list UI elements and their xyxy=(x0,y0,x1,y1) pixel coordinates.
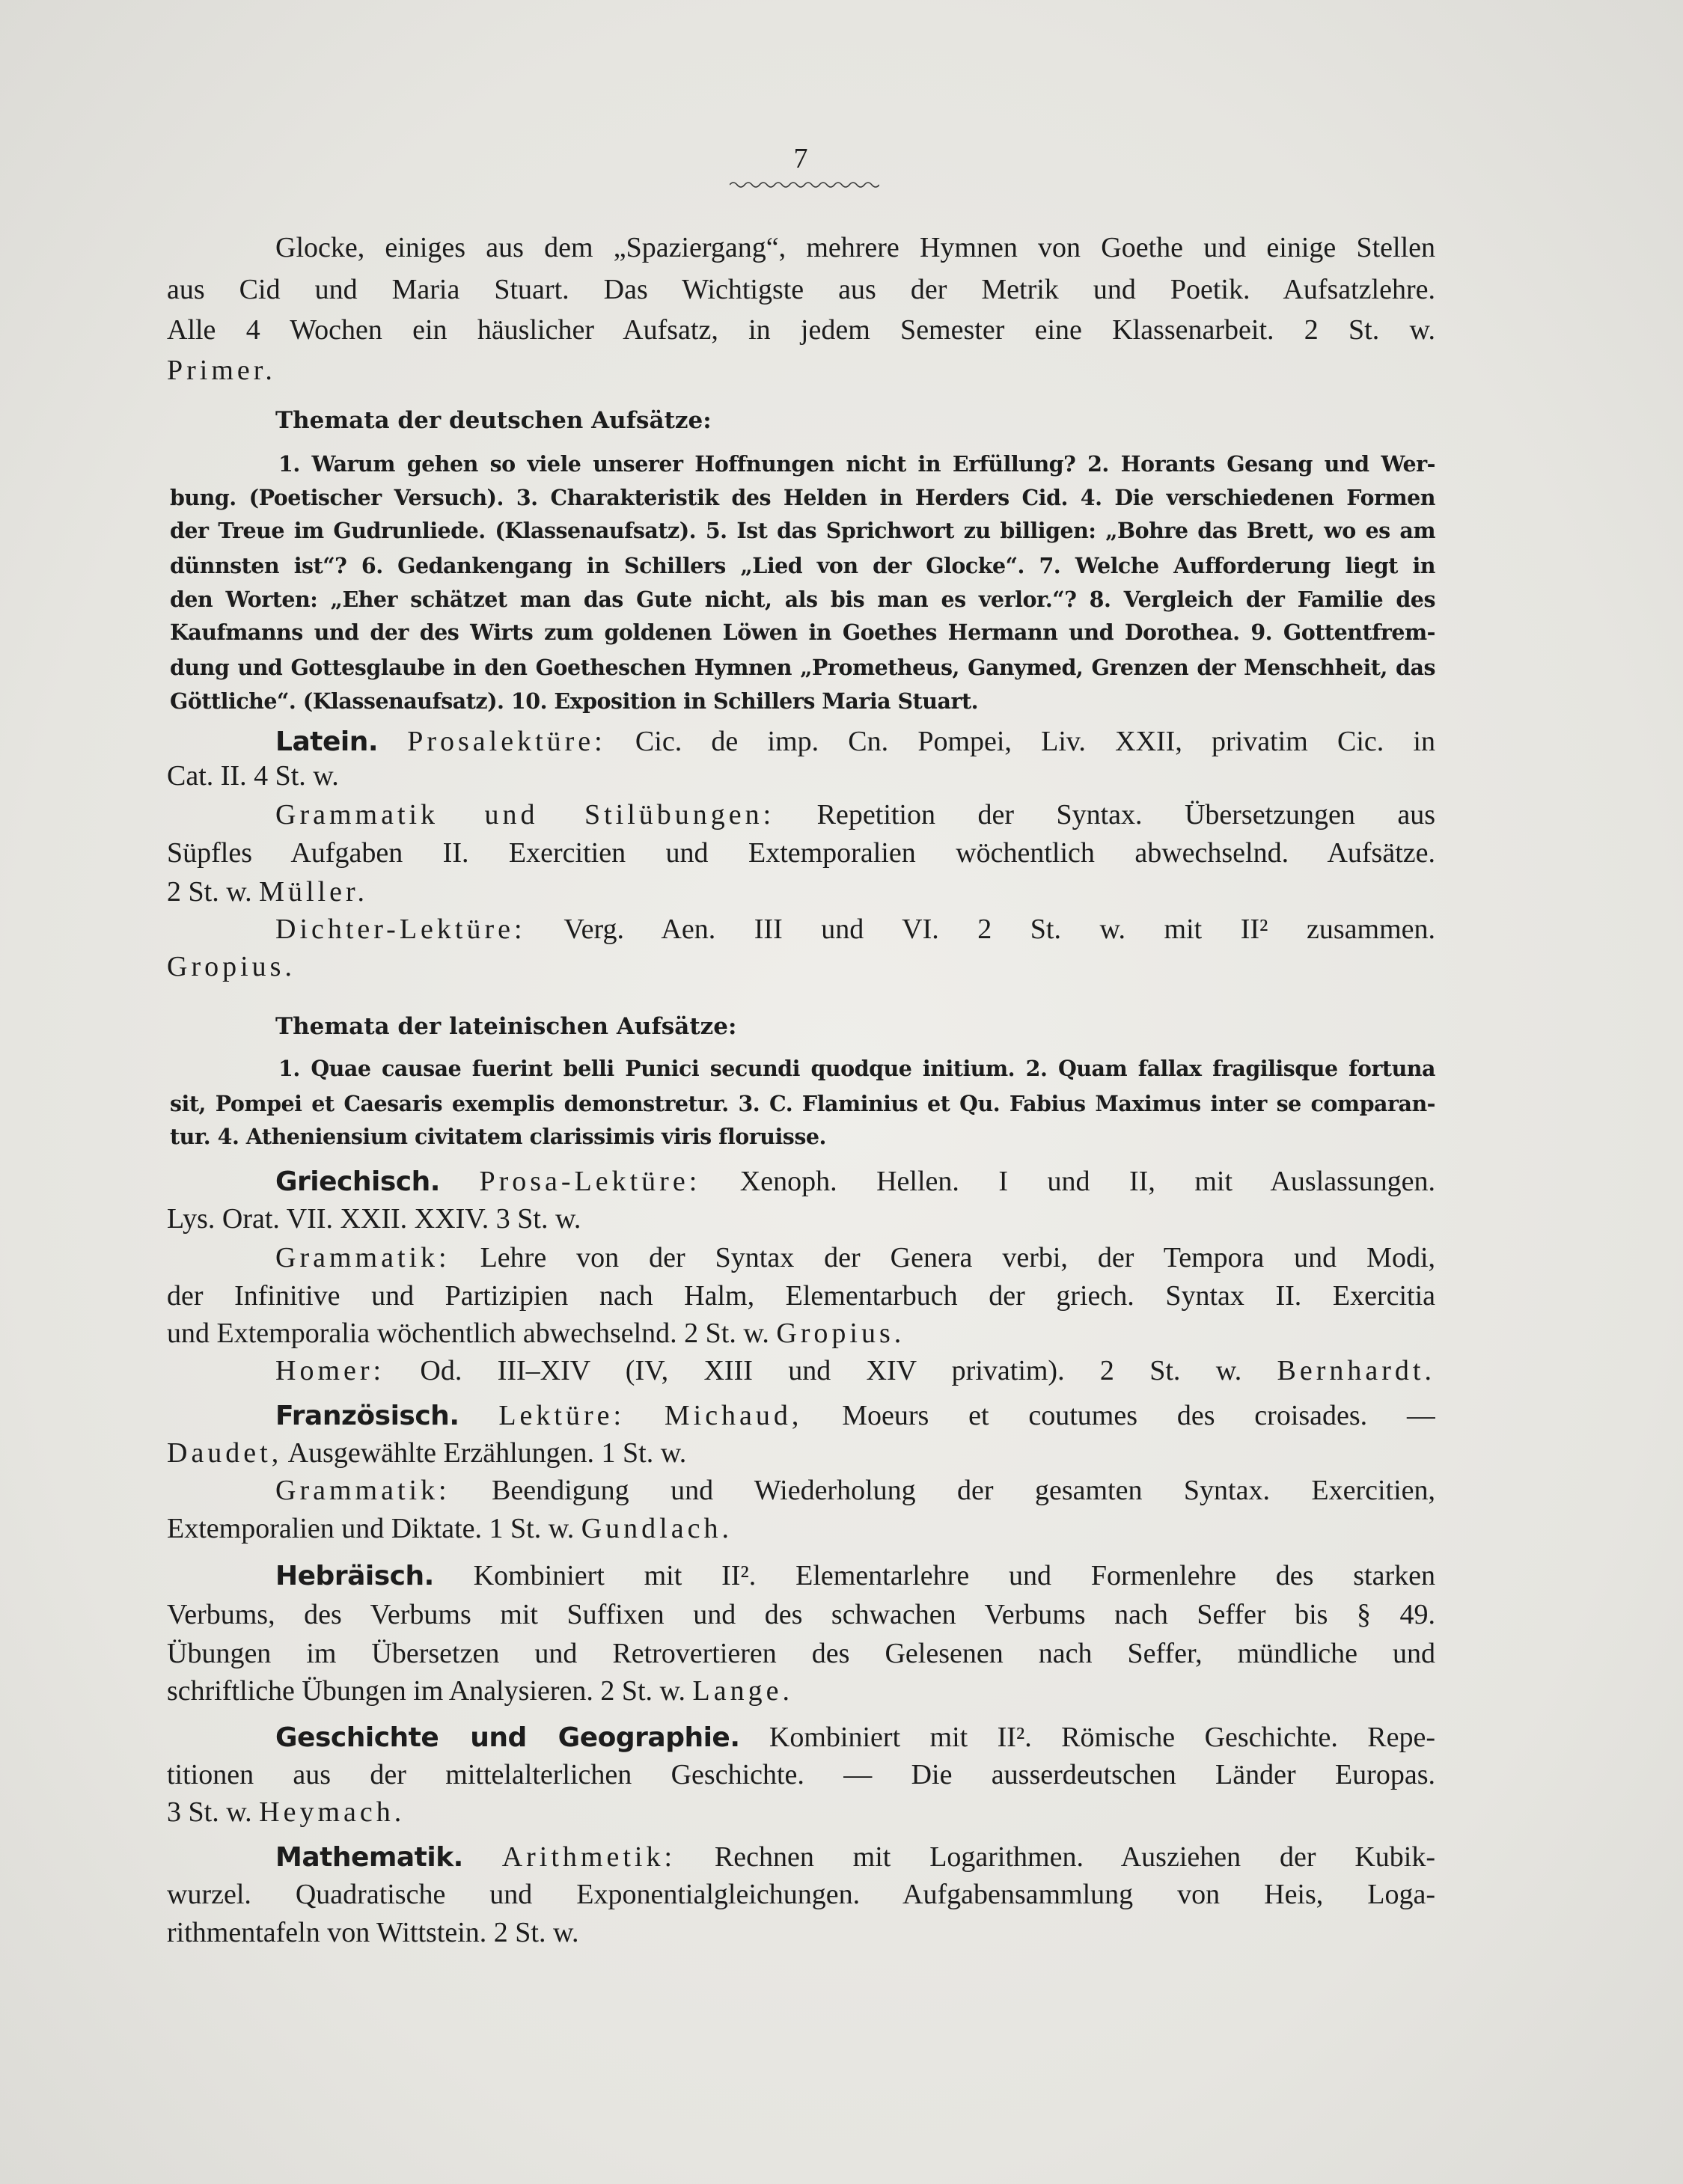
spaced-text: Grammatik und Stilübungen: xyxy=(275,799,775,831)
text-run: Alle 4 Wochen ein häuslicher Aufsatz, in jedem Semester eine Klassenarbeit. 2 St. w. xyxy=(167,314,1435,346)
subject-heading: Mathematik. xyxy=(275,1842,463,1873)
text-run: Übungen im Übersetzen und Retrovertieren des Gelesenen nach Seffer, mündliche und xyxy=(167,1638,1435,1669)
spaced-text: Prosalektüre: xyxy=(407,726,606,757)
text-run: Themata der lateinischen Aufsätze: xyxy=(275,1013,737,1040)
text-run: Cat. II. 4 St. w. xyxy=(167,760,339,792)
text-run: der Infinitive und Partizipien nach Halm, Elementarbuch der griech. Syntax II. Exercitia xyxy=(167,1280,1435,1312)
text-run: tur. 4. Atheniensium civitatem clarissimis viris floruisse. xyxy=(170,1124,826,1149)
spaced-text: Gropius. xyxy=(167,951,296,982)
subject-heading: Französisch. xyxy=(275,1401,459,1431)
text-run: Ausgewählte Erzählungen. 1 St. w. xyxy=(282,1437,687,1469)
spaced-text: Grammatik: xyxy=(275,1475,450,1506)
subject-heading: Griechisch. xyxy=(275,1166,440,1197)
text-run: aus Cid und Maria Stuart. Das Wichtigste aus der Metrik und Poetik. Aufsatzlehre. xyxy=(167,274,1435,305)
text-line xyxy=(167,1668,1435,1713)
subject-heading: Hebräisch. xyxy=(275,1561,434,1591)
spaced-text: Gundlach. xyxy=(581,1513,733,1544)
subject-heading: Geschichte und Geographie. xyxy=(275,1722,740,1753)
spaced-text: Michaud, xyxy=(664,1400,803,1431)
text-run: Moeurs et coutumes des croisades. — xyxy=(802,1400,1435,1431)
text-run: Xenoph. Hellen. I und II, mit Auslassungen. xyxy=(700,1166,1435,1197)
spaced-text: Müller. xyxy=(259,876,368,908)
text-line xyxy=(167,1592,1435,1637)
text-run: 3 St. w. xyxy=(167,1796,260,1828)
text-line xyxy=(167,1790,1435,1835)
text-run: rithmentafeln von Wittstein. 2 St. w. xyxy=(167,1917,579,1948)
text-run: Kaufmanns und der des Wirts zum goldenen Löwen in Goethes Hermann und Dorothea. 9. Gottentfrem- xyxy=(170,620,1435,645)
text-run: Repetition der Syntax. Übersetzungen aus xyxy=(775,799,1435,831)
text-run: dünnsten ist“? 6. Gedankengang in Schillers „Lied von der Glocke“. 7. Welche Aufforderung liegt in xyxy=(170,553,1435,578)
section-heading xyxy=(275,398,1435,443)
text-run: den Worten: „Eher schätzet man das Gute nicht, als bis man es verlor.“? 8. Vergleich der Familie des xyxy=(170,587,1435,612)
text-line xyxy=(167,831,1435,875)
text-line xyxy=(167,944,1435,989)
spaced-text: Lange. xyxy=(692,1675,793,1707)
text-run xyxy=(463,1841,502,1873)
text-line xyxy=(167,308,1435,352)
text-line xyxy=(170,679,1435,724)
spaced-text: Prosa-Lektüre: xyxy=(479,1166,701,1197)
text-run xyxy=(440,1166,480,1197)
text-line xyxy=(275,225,1435,270)
spaced-text: Grammatik: xyxy=(275,1242,450,1273)
spaced-text: Daudet, xyxy=(167,1437,283,1469)
text-line xyxy=(275,1348,1435,1393)
text-run: Kombiniert mit II². Römische Geschichte. Repe- xyxy=(739,1722,1435,1753)
text-run: Göttliche“. (Klassenaufsatz). 10. Exposition in Schillers Maria Stuart. xyxy=(170,688,979,714)
spaced-text: Bernhardt. xyxy=(1277,1355,1435,1386)
text-run: Themata der deutschen Aufsätze: xyxy=(275,407,712,434)
text-run: Süpfles Aufgaben II. Exercitien und Extemporalien wöchentlich abwechselnd. Aufsätze. xyxy=(167,837,1435,869)
text-line xyxy=(275,1553,1435,1598)
text-run: titionen aus der mittelalterlichen Geschichte. — Die ausserdeutschen Länder Europas. xyxy=(167,1759,1435,1790)
text-run: Od. III–XIV (IV, XIII und XIV privatim). 2 St. w. xyxy=(385,1355,1277,1386)
text-run: 1. Warum gehen so viele unserer Hoffnungen nicht in Erfüllung? 2. Horants Gesang und Wer- xyxy=(278,451,1435,477)
text-line xyxy=(167,753,1435,798)
text-line xyxy=(167,1506,1435,1551)
spaced-text: Lektüre: xyxy=(498,1400,626,1431)
text-run: Beendigung und Wiederholung der gesamten Syntax. Exercitien, xyxy=(450,1475,1435,1506)
spaced-text: Arithmetik: xyxy=(501,1841,676,1873)
text-line xyxy=(167,1196,1435,1241)
text-run: wurzel. Quadratische und Exponentialgleichungen. Aufgabensammlung von Heis, Loga- xyxy=(167,1879,1435,1910)
text-run: Lehre von der Syntax der Genera verbi, der Tempora und Modi, xyxy=(450,1242,1435,1273)
text-run xyxy=(378,726,407,757)
spaced-text: Homer: xyxy=(275,1355,385,1386)
text-run: der Treue im Gudrunliede. (Klassenaufsatz). 5. Ist das Sprichwort zu billigen: „Bohre das Brett, wo es am xyxy=(170,518,1435,543)
text-run xyxy=(625,1400,665,1431)
text-line xyxy=(167,348,1435,393)
spaced-text: Dichter-Lektüre: xyxy=(275,914,526,945)
subject-heading: Latein. xyxy=(275,727,379,757)
text-run: Lys. Orat. VII. XXII. XXIV. 3 St. w. xyxy=(167,1203,581,1235)
spaced-text: Gropius. xyxy=(776,1318,905,1349)
wavy-ornament xyxy=(730,180,879,190)
text-run: Cic. de imp. Cn. Pompei, Liv. XXII, privatim Cic. in xyxy=(605,726,1435,757)
text-line xyxy=(167,267,1435,312)
text-run xyxy=(459,1400,499,1431)
page-number: 7 xyxy=(793,143,808,174)
text-run: Extemporalien und Diktate. 1 St. w. xyxy=(167,1513,581,1544)
spaced-text: Heymach. xyxy=(259,1796,406,1828)
text-run: 2 St. w. xyxy=(167,876,260,908)
text-run: und Extemporalia wöchentlich abwechselnd. 2 St. w. xyxy=(167,1318,777,1349)
text-run: Verbums, des Verbums mit Suffixen und des schwachen Verbums nach Seffer bis § 49. xyxy=(167,1599,1435,1630)
text-run: Verg. Aen. III und VI. 2 St. w. mit II² zusammen. xyxy=(525,914,1435,945)
text-run: 1. Quae causae fuerint belli Punici secundi quodque initium. 2. Quam fallax fragilisque fortuna xyxy=(278,1056,1435,1081)
text-run: Kombiniert mit II². Elementarlehre und Formenlehre des starken xyxy=(433,1560,1435,1591)
text-run: sit, Pompei et Caesaris exemplis demonstretur. 3. C. Flaminius et Qu. Fabius Maximus inter se comparan- xyxy=(170,1091,1435,1116)
text-run: schriftliche Übungen im Analysieren. 2 St. w. xyxy=(167,1675,693,1707)
section-heading xyxy=(275,1004,1435,1049)
text-line xyxy=(167,1910,1435,1955)
text-run: Glocke, einiges aus dem „Spaziergang“, mehrere Hymnen von Goethe und einige Stellen xyxy=(275,232,1435,263)
text-run: bung. (Poetischer Versuch). 3. Charakteristik des Helden in Herders Cid. 4. Die verschiedenen Formen xyxy=(170,485,1435,510)
text-line xyxy=(170,1114,1435,1159)
spaced-text: Primer. xyxy=(167,355,276,386)
text-run: Rechnen mit Logarithmen. Ausziehen der Kubik- xyxy=(676,1841,1435,1873)
text-run: dung und Gottesglaube in den Goetheschen Hymnen „Prometheus, Ganymed, Grenzen der Menschheit, das xyxy=(170,655,1435,680)
